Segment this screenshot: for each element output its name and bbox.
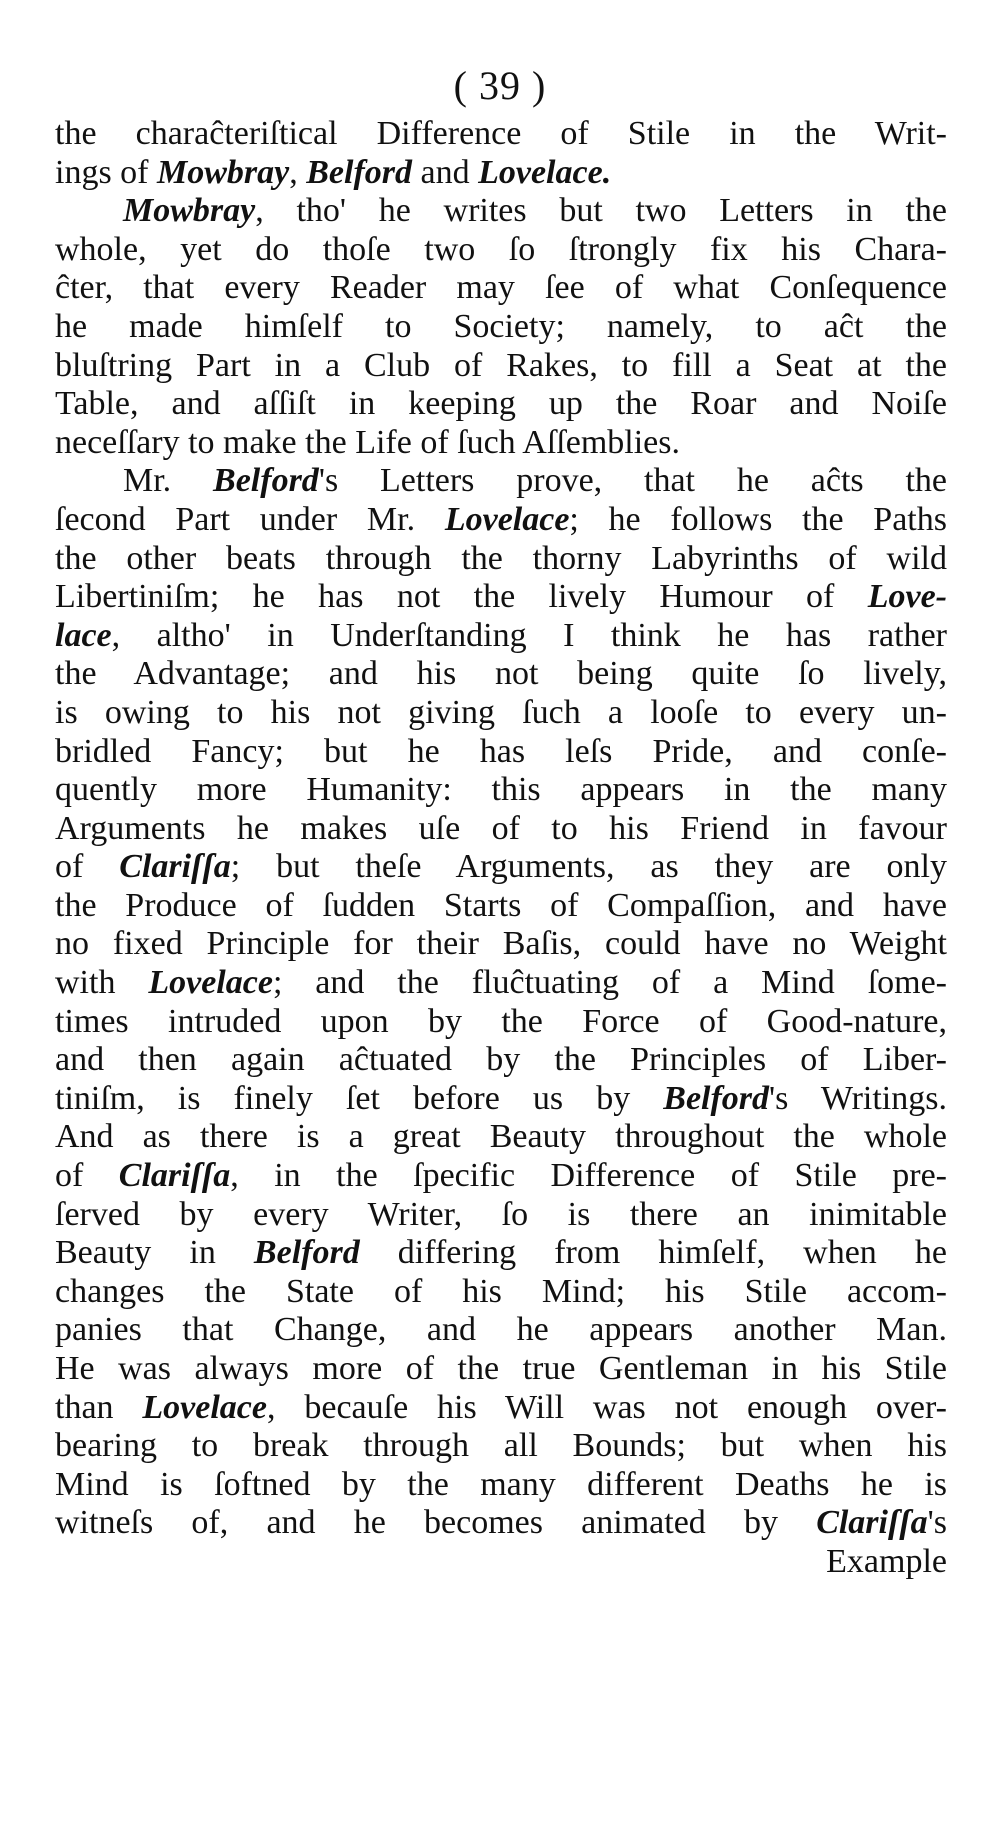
text-run: Example [826,1542,947,1580]
text-run: no fixed Principle for their Baſis, could have no Weight [55,925,947,963]
text-line [55,694,947,733]
text-run: differing from himſelf, when he [359,1234,947,1272]
text-run: whole, yet do thoſe two ſo ſtrongly fix his Chara- [55,230,947,268]
text-run: ings of [55,153,157,191]
text-line [55,1504,947,1543]
text-run: witneſs of, and he becomes animated by [55,1504,817,1542]
text-line [55,1196,947,1235]
page-number: ( 39 ) [453,63,547,108]
text-run: the charaĉteriſtical Difference of Stile in the Writ- [55,115,947,152]
text-run: He was always more of the true Gentleman in his Stile [55,1350,947,1387]
text-run: of [55,1157,119,1195]
italic-name: Lovelace [142,1388,267,1426]
text-line [55,1080,947,1119]
text-line [55,115,947,154]
italic-name: lace [55,616,112,654]
text-run: of [55,848,120,886]
text-run: And as there is a great Beauty throughout the whole [55,1118,947,1156]
italic-name: Belford [306,153,413,191]
text-line [55,1311,947,1350]
body-text [55,115,947,1582]
text-line [55,1389,947,1428]
text-run: 's Writings. [769,1079,947,1117]
italic-name: Clariſſa [119,848,231,886]
text-line [55,848,947,887]
italic-name: Belford [213,462,319,500]
italic-name: Lovelace [148,964,273,1002]
text-run: Beauty in [55,1234,254,1272]
text-line [55,308,947,347]
text-line [55,1466,947,1505]
text-run: with [55,964,149,1002]
text-run: panies that Change, and he appears another Man. [55,1311,947,1349]
text-line [55,887,947,926]
text-line [55,617,947,656]
text-run: the Produce of ſudden Starts of Compaſſion, and have [55,886,947,924]
text-line [55,269,947,308]
text-run: the other beats through the thorny Labyrinths of wild [55,539,947,577]
text-run: Mr. [123,462,214,500]
text-run: ĉter, that every Reader may ſee of what Conſequence [55,269,947,307]
text-line [55,771,947,810]
text-run: , altho' in Underſtanding I think he has rather [111,616,947,654]
text-line [55,231,947,270]
text-run: and then again aĉtuated by the Principles of Liber- [55,1041,947,1079]
text-run: 's Letters prove, that he aĉts the [318,462,947,500]
text-run: Mind is ſoftned by the many different Deaths he is [55,1465,947,1503]
text-line [55,385,947,424]
text-run: , tho' he writes but two Letters in the [255,192,947,230]
text-line [55,154,947,193]
text-line [55,192,947,231]
text-run: than [55,1388,143,1426]
text-run: changes the State of his Mind; his Stile accom- [55,1272,947,1310]
text-line [55,462,947,501]
text-line [55,1234,947,1273]
text-line [55,1350,947,1389]
text-line [55,1003,947,1042]
text-line [55,1273,947,1312]
italic-name: Belford [253,1234,360,1272]
text-line [55,1157,947,1196]
text-line [55,655,947,694]
text-line [55,733,947,772]
italic-name: Love- [867,578,947,616]
text-run: bearing to break through all Bounds; but when his [55,1427,947,1465]
text-run: bridled Fancy; but he has leſs Pride, and conſe- [55,732,947,770]
text-line [55,424,947,463]
italic-name: Lovelace [444,500,570,538]
italic-name: Mowbray [123,192,256,230]
italic-name: Lovelace. [478,153,612,191]
text-run: ; he follows the Paths [569,500,947,538]
italic-name: Clariſſa [816,1504,928,1542]
text-run: , [289,153,307,191]
text-run: , in the ſpecific Difference of Stile pre- [230,1157,948,1195]
text-run: Libertiniſm; he has not the lively Humour of [55,578,868,616]
text-run: the Advantage; and his not being quite ſo lively, [55,655,947,693]
text-run: is owing to his not giving ſuch a looſe to every un- [55,693,947,731]
text-run: tiniſm, is finely ſet before us by [55,1079,664,1117]
text-line [55,964,947,1003]
text-run: 's [927,1504,947,1542]
italic-name: Mowbray [157,153,290,191]
text-line [55,347,947,386]
text-run: Table, and aſſiſt in keeping up the Roar and Noiſe [55,385,947,423]
text-run: ſerved by every Writer, ſo is there an inimitable [55,1195,947,1233]
text-line [55,540,947,579]
text-run: quently more Humanity: this appears in the many [55,771,947,809]
text-line [55,578,947,617]
text-run: bluſtring Part in a Club of Rakes, to fill a Seat at the [55,346,947,384]
text-line [55,1427,947,1466]
text-line [55,1041,947,1080]
text-run: , becauſe his Will was not enough over- [266,1388,947,1426]
italic-name: Belford [663,1079,770,1117]
italic-name: Clariſſa [118,1157,231,1195]
text-run: Arguments he makes uſe of to his Friend in favour [55,809,947,847]
text-run: ſecond Part under Mr. [55,500,445,538]
text-line [55,501,947,540]
text-line [55,810,947,849]
text-run: ; but theſe Arguments, as they are only [230,848,947,886]
text-line [55,1118,947,1157]
text-line [55,1543,947,1582]
text-run: ; and the fluĉtuating of a Mind ſome- [272,964,947,1002]
text-line [55,925,947,964]
text-run: neceſſary to make the Life of ſuch Aſſemblies. [55,423,680,461]
text-run: times intruded upon by the Force of Good-nature, [55,1002,947,1040]
text-run: and [412,153,479,191]
text-run: he made himſelf to Society; namely, to aĉt the [55,307,947,345]
